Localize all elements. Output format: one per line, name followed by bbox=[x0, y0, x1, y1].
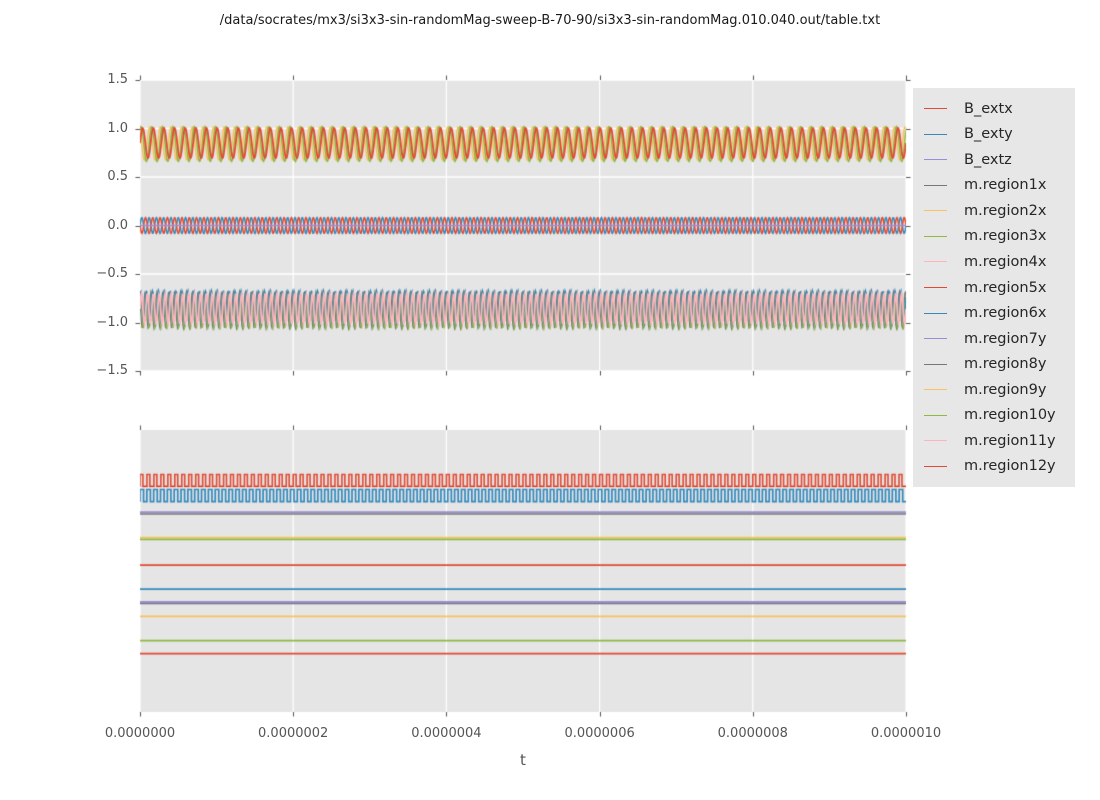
legend-label: m.region1x bbox=[964, 177, 1047, 194]
legend-item bbox=[913, 101, 1075, 117]
legend-item bbox=[913, 382, 1075, 398]
legend-label: B_extx bbox=[964, 100, 1013, 117]
legend-label: m.region7y bbox=[964, 330, 1047, 347]
x-tick-label: 0.0000002 bbox=[258, 726, 329, 741]
legend-item bbox=[913, 152, 1075, 168]
legend-label: m.region9y bbox=[964, 381, 1047, 398]
legend-item bbox=[913, 356, 1075, 372]
legend-label: m.region10y bbox=[964, 407, 1056, 424]
legend-line-swatch bbox=[924, 287, 947, 288]
x-axis-label: t bbox=[520, 751, 526, 769]
legend-label: m.region3x bbox=[964, 228, 1047, 245]
x-tick-label: 0.0000000 bbox=[104, 726, 176, 741]
legend-item bbox=[913, 433, 1075, 449]
legend-line-swatch bbox=[924, 108, 947, 109]
legend-label: B_extz bbox=[964, 151, 1012, 168]
y-tick-label: −0.5 bbox=[96, 266, 128, 281]
legend-line-swatch bbox=[924, 236, 947, 237]
legend-label: m.region4x bbox=[964, 253, 1047, 270]
legend-label: m.region11y bbox=[964, 432, 1056, 449]
legend-line-swatch bbox=[924, 159, 947, 160]
legend-item bbox=[913, 407, 1075, 423]
legend-item bbox=[913, 177, 1075, 193]
legend-label: m.region2x bbox=[964, 202, 1047, 219]
legend-line-swatch bbox=[924, 440, 947, 441]
legend-line-swatch bbox=[924, 134, 947, 135]
y-tick-label: 1.5 bbox=[107, 72, 128, 87]
y-tick-label: −1.5 bbox=[96, 363, 128, 378]
x-tick-label: 0.0000010 bbox=[870, 726, 942, 741]
y-tick-label: 0.0 bbox=[107, 217, 128, 233]
legend bbox=[913, 88, 1075, 487]
legend-label: m.region5x bbox=[964, 279, 1047, 296]
legend-item bbox=[913, 280, 1075, 296]
legend-label: m.region8y bbox=[964, 356, 1047, 373]
x-tick-label: 0.0000006 bbox=[564, 726, 635, 741]
legend-line-swatch bbox=[924, 313, 947, 314]
legend-line-swatch bbox=[924, 185, 947, 186]
legend-label: m.region12y bbox=[964, 458, 1056, 475]
legend-label: m.region6x bbox=[964, 305, 1047, 322]
legend-line-swatch bbox=[924, 466, 947, 467]
x-tick-label: 0.0000008 bbox=[717, 726, 788, 741]
legend-item bbox=[913, 254, 1075, 270]
legend-line-swatch bbox=[924, 338, 947, 339]
legend-item bbox=[913, 228, 1075, 244]
y-tick-label: 0.5 bbox=[107, 169, 128, 184]
legend-item bbox=[913, 305, 1075, 321]
y-tick-label: 1.0 bbox=[107, 120, 128, 136]
legend-line-swatch bbox=[924, 389, 947, 390]
legend-item bbox=[913, 203, 1075, 219]
legend-line-swatch bbox=[924, 261, 947, 262]
legend-line-swatch bbox=[924, 415, 947, 416]
legend-item bbox=[913, 331, 1075, 347]
legend-item bbox=[913, 126, 1075, 142]
legend-line-swatch bbox=[924, 364, 947, 365]
x-tick-label: 0.0000004 bbox=[411, 726, 482, 741]
legend-item bbox=[913, 458, 1075, 474]
legend-line-swatch bbox=[924, 210, 947, 211]
y-tick-label: −1.0 bbox=[96, 314, 128, 330]
chart-title: /data/socrates/mx3/si3x3-sin-randomMag-sweep-B-70-90/si3x3-sin-randomMag.010.040.out/table.txt bbox=[219, 13, 881, 28]
legend-label: B_exty bbox=[964, 126, 1013, 143]
